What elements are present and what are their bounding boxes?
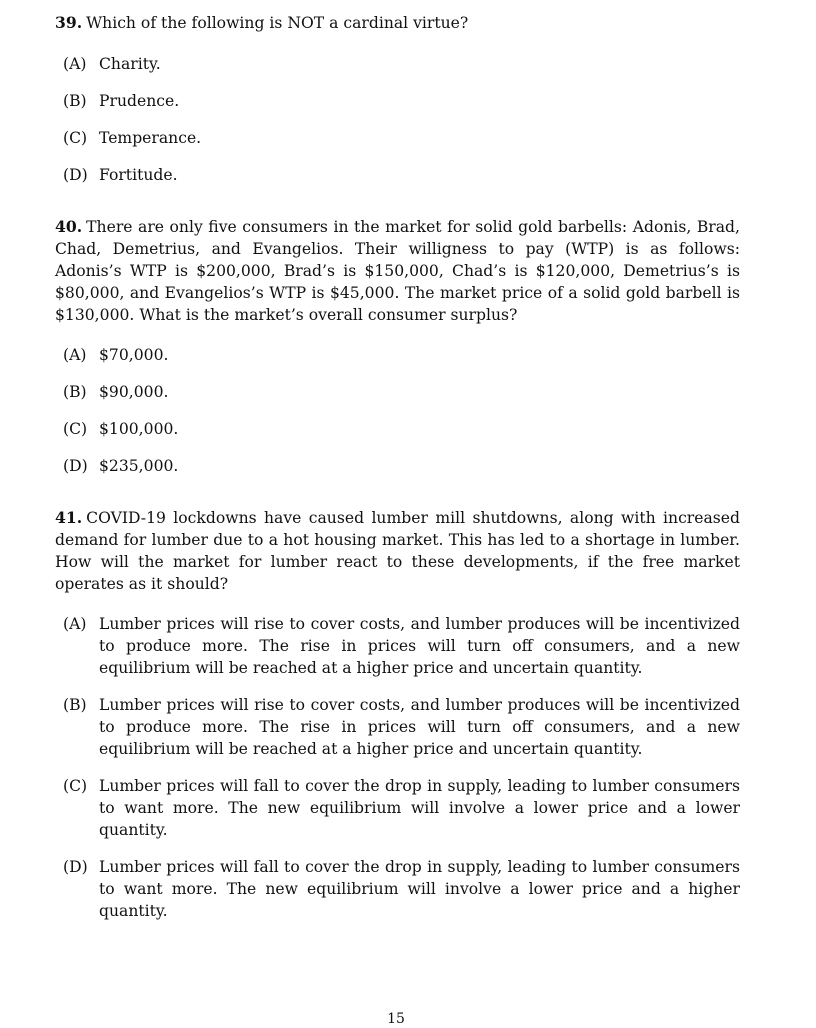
question-stem	[55, 12, 740, 34]
option-d	[55, 856, 740, 922]
option-a	[55, 344, 740, 366]
option-a	[55, 613, 740, 679]
question-number: 41.	[55, 508, 83, 527]
option-letter: (C)	[63, 777, 88, 795]
question-number: 39.	[55, 13, 83, 32]
answer-options	[55, 344, 740, 477]
option-letter: (A)	[63, 615, 87, 633]
question-text: There are only five consumers in the market for solid gold barbells: Adonis, Brad, Chad, Demetrius, and Evangelios. Their willigness to pay (WTP) is as follows: Adonis’s WTP is $200,000, Brad’s is $150,000, Chad’s is $120,000, Demetrius’s is $80,000, and Evangelios’s WTP is $45,000. The market price of a solid gold barbell is $130,000. What is the market’s overall consumer surplus?	[55, 218, 740, 324]
option-letter: (D)	[63, 457, 88, 475]
answer-options	[55, 53, 740, 186]
option-text: Lumber prices will fall to cover the drop in supply, leading to lumber consumers to want more. The new equilibrium will involve a lower price and a higher quantity.	[99, 858, 740, 920]
option-text: $70,000.	[99, 346, 169, 364]
option-c	[55, 775, 740, 841]
option-text: Lumber prices will fall to cover the drop in supply, leading to lumber consumers to want more. The new equilibrium will involve a lower price and a lower quantity.	[99, 777, 740, 839]
option-text: Lumber prices will rise to cover costs, and lumber produces will be incentivized to produce more. The rise in prices will turn off consumers, and a new equilibrium will be reached at a higher price and uncertain quantity.	[99, 696, 740, 758]
question-41	[55, 507, 740, 922]
option-letter: (C)	[63, 129, 88, 147]
question-40	[55, 216, 740, 477]
question-stem	[55, 216, 740, 326]
page-number: 15	[387, 1011, 405, 1027]
option-letter: (D)	[63, 166, 88, 184]
option-b	[55, 381, 740, 403]
option-text: Lumber prices will rise to cover costs, and lumber produces will be incentivized to produce more. The rise in prices will turn off consumers, and a new equilibrium will be reached at a higher price and uncertain quantity.	[99, 615, 740, 677]
option-letter: (A)	[63, 55, 87, 73]
option-text: Prudence.	[99, 92, 180, 110]
option-c	[55, 127, 740, 149]
option-text: Fortitude.	[99, 166, 178, 184]
option-b	[55, 694, 740, 760]
option-letter: (D)	[63, 858, 88, 876]
option-b	[55, 90, 740, 112]
option-d	[55, 455, 740, 477]
option-d	[55, 164, 740, 186]
question-text: Which of the following is NOT a cardinal virtue?	[86, 14, 469, 32]
option-a	[55, 53, 740, 75]
option-text: Charity.	[99, 55, 161, 73]
option-text: $235,000.	[99, 457, 179, 475]
option-letter: (C)	[63, 420, 88, 438]
option-text: Temperance.	[99, 129, 202, 147]
option-text: $100,000.	[99, 420, 179, 438]
option-letter: (B)	[63, 383, 87, 401]
option-letter: (B)	[63, 92, 87, 110]
answer-options	[55, 613, 740, 922]
option-c	[55, 418, 740, 440]
exam-page	[55, 12, 740, 937]
question-number: 40.	[55, 217, 83, 236]
option-letter: (B)	[63, 696, 87, 714]
option-letter: (A)	[63, 346, 87, 364]
option-text: $90,000.	[99, 383, 169, 401]
question-stem	[55, 507, 740, 595]
question-text: COVID-19 lockdowns have caused lumber mill shutdowns, along with increased demand for lumber due to a hot housing market. This has led to a shortage in lumber. How will the market for lumber react to these developments, if the free market operates as it should?	[55, 509, 740, 593]
question-39	[55, 12, 740, 186]
